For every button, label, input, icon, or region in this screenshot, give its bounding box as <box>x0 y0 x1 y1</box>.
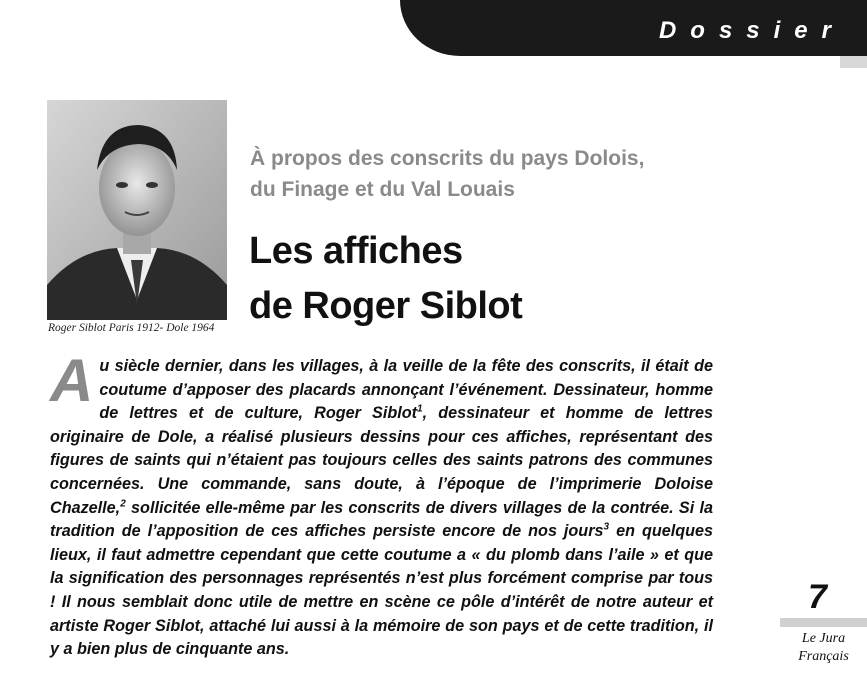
section-banner <box>400 0 867 56</box>
footnote-ref: 3 <box>603 521 610 533</box>
drop-cap: A <box>50 347 94 414</box>
body-text: , dessinateur et homme de lettres originaire de Dole, a réalisé plusieurs dessins pour ces affiches, représentant des figures de saints qui n’étaient pas toujours celles des saints patrons des communes concernées. Une commande, sans doute, à l’époque de l’imprimerie Doloise Chazelle, <box>50 404 713 517</box>
body-text: u siècle dernier, dans les villages, à la veille de la fête des conscrits, il était de coutume d’apposer des placards annonçant l’événement. Dessinateur, homme de lettres et de culture, Roger Siblot <box>99 357 713 423</box>
article-kicker <box>250 143 730 205</box>
kicker-line: du Finage et du Val Louais <box>250 178 515 201</box>
kicker-line: À propos des conscrits du pays Dolois, <box>250 147 645 170</box>
page-number-rule <box>780 618 867 627</box>
body-text: en quelques lieux, il faut admettre cependant que cette coutume a « du plomb dans l’aile » et que la signification des personnages représentés n’est plus forcément comprise par tous ! Il nous semblait donc utile de mettre en scène ce pôle d’intérêt de notre auteur et artiste Roger Siblot, attaché lui aussi à la mémoire de son pays et de cette tradition, il y a bien plus de cinquante ans. <box>50 522 713 659</box>
section-label: Dossier <box>658 17 845 44</box>
decorative-rule <box>840 56 867 68</box>
body-text: sollicitée elle-même par les conscrits de divers villages de la contrée. Si la tradition de l’apposition de ces affiches persiste encore de nos jours <box>50 498 713 541</box>
article-body <box>50 347 713 662</box>
magazine-line: Français <box>798 649 849 664</box>
portrait-image <box>47 100 227 320</box>
photo-caption: Roger Siblot Paris 1912- Dole 1964 <box>48 322 215 334</box>
footnote-ref: 2 <box>120 498 126 510</box>
page-number: 7 <box>808 578 827 616</box>
magazine-line: Le Jura <box>801 631 846 646</box>
footnote-ref: 1 <box>417 403 423 415</box>
magazine-name <box>780 630 867 666</box>
title-line: de Roger Siblot <box>249 285 523 327</box>
title-line: Les affiches <box>249 230 463 272</box>
portrait-photo <box>47 100 227 320</box>
article-title <box>249 224 729 334</box>
